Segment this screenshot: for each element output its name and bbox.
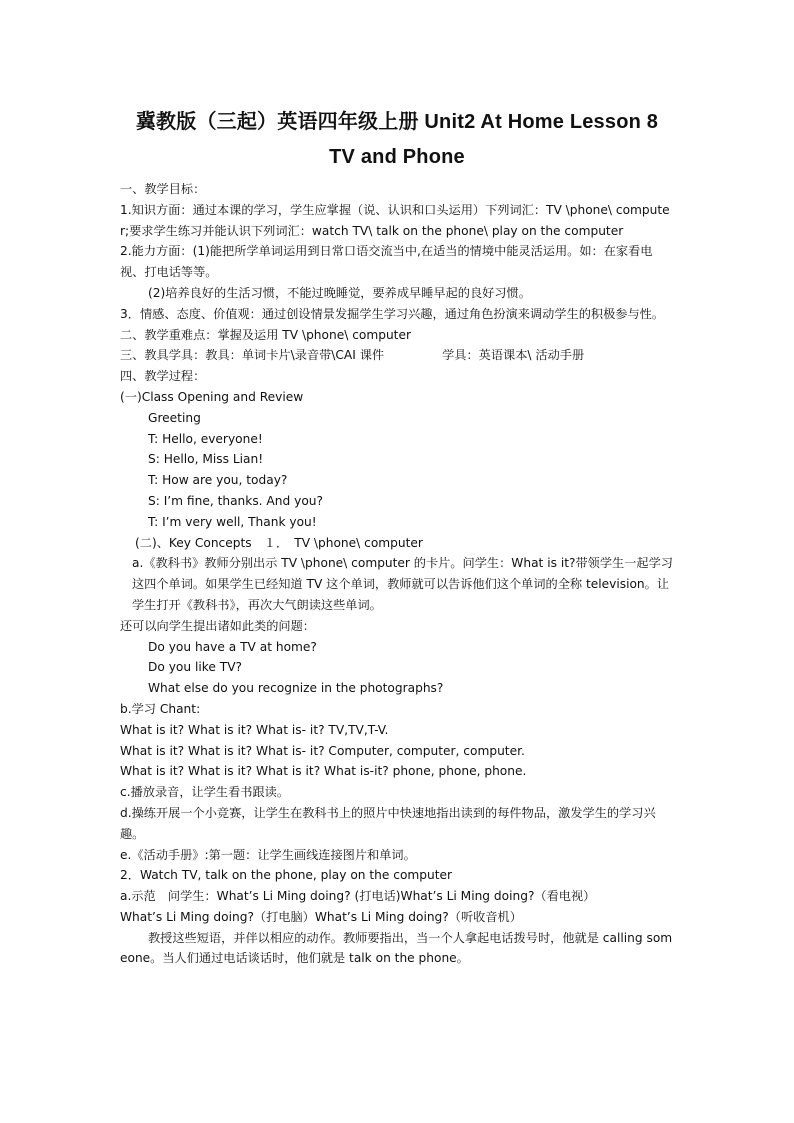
- activity-b-chant-heading: b.学习 Chant:: [120, 701, 201, 716]
- chant-line: What is it? What is it? What is it? What is-it? phone, phone, phone.: [120, 764, 527, 779]
- document-title-line2: TV and Phone: [329, 146, 465, 168]
- objective-ability: 2.能力方面：(1)能把所学单词运用到日常口语交流当中,在适当的情境中能灵活运用。如：在家看电视、打电话等等。: [120, 244, 653, 280]
- activity-a-paragraph: a.《教科书》教师分别出示 TV \phone\ computer 的卡片。问学生：What is it?带领学生一起学习这四个单词。如果学生已经知道 TV 这个单词，教师就可以告诉他们这个单词的全称 television。让学生打开《教科书》，再次大气朗读这些单词。: [132, 556, 673, 612]
- section-heading-key-points: 二、教学重难点：掌握及运用 TV \phone\ computer: [120, 327, 411, 342]
- objective-attitude: 3．情感、态度、价值观：通过创设情景发掘学生学习兴趣，通过角色扮演来调动学生的积极参与性。: [120, 306, 665, 321]
- demo-line: What’s Li Ming doing?（打电脑）What’s Li Ming doing?（听收音机）: [120, 909, 522, 924]
- activity-a-questions-intro: 还可以向学生提出诸如此类的问题：: [120, 618, 315, 633]
- activity-e: e.《活动手册》:第一题：让学生画线连接图片和单词。: [120, 847, 416, 862]
- teaching-note-paragraph: 教授这些短语，并伴以相应的动作。教师要指出，当一个人拿起电话拨号时，他就是 calling someone。当人们通过电话谈话时，他们就是 talk on the phone。: [120, 930, 673, 966]
- dialogue-line: T: Hello, everyone!: [148, 431, 263, 446]
- objective-knowledge: 1.知识方面：通过本课的学习，学生应掌握（说、认识和口头运用）下列词汇：TV \phone\ computer;要求学生练习并能认识下列词汇：watch TV\ talk on the phone\ play on the computer: [120, 202, 670, 238]
- objective-ability-habits: (2)培养良好的生活习惯，不能过晚睡觉，要养成早睡早起的良好习惯。: [148, 285, 531, 300]
- question-line: What else do you recognize in the photographs?: [148, 681, 444, 696]
- dialogue-line: T: How are you, today?: [148, 473, 288, 488]
- question-line: Do you have a TV at home?: [148, 639, 317, 654]
- dialogue-line: Greeting: [148, 410, 201, 425]
- step-phrases: 2．Watch TV, talk on the phone, play on the computer: [120, 868, 453, 883]
- document-body: [120, 179, 676, 969]
- teaching-aids-student: 学具：英语课本\ 活动手册: [442, 348, 585, 363]
- section-heading-teaching-aids: [120, 345, 676, 366]
- step-key-concepts: (二)、Key Concepts １． TV \phone\ computer: [135, 535, 423, 550]
- document-title-line1: 冀教版（三起）英语四年级上册 Unit2 At Home Lesson 8: [135, 111, 659, 133]
- step-class-opening: (一)Class Opening and Review: [120, 389, 304, 404]
- chant-line: What is it? What is it? What is- it? Computer, computer, computer.: [120, 743, 525, 758]
- question-line: Do you like TV?: [148, 660, 243, 675]
- demo-line: a.示范 问学生：What’s Li Ming doing? (打电话)What’s Li Ming doing?（看电视）: [120, 889, 596, 904]
- dialogue-line: S: I’m fine, thanks. And you?: [148, 493, 323, 508]
- activity-d: d.操练开展一个小竞赛，让学生在教科书上的照片中快速地指出读到的每件物品，激发学生的学习兴趣。: [120, 805, 656, 841]
- dialogue-line: S: Hello, Miss Lian!: [148, 452, 264, 467]
- teaching-aids-teacher: 三、教具学具：教具：单词卡片\录音带\CAI 课件: [120, 348, 385, 363]
- dialogue-line: T: I’m very well, Thank you!: [148, 514, 317, 529]
- chant-line: What is it? What is it? What is- it? TV,TV,T-V.: [120, 722, 389, 737]
- section-heading-process: 四、教学过程：: [120, 369, 206, 384]
- activity-c: c.播放录音，让学生看书跟读。: [120, 785, 290, 800]
- section-heading-objectives: 一、教学目标：: [120, 182, 206, 196]
